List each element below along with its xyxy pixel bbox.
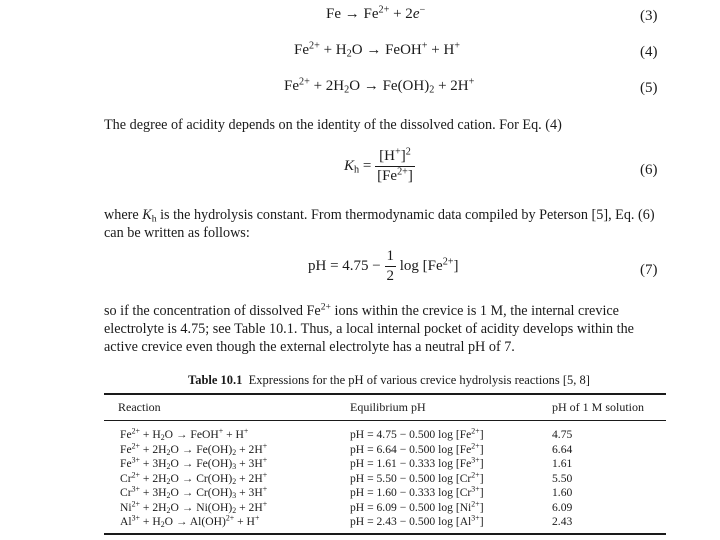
eq5-subscript: 2 (429, 84, 435, 96)
table-row-ph-value: 6.64 (552, 442, 573, 456)
equation-7-number: (7) (640, 262, 658, 278)
ph-expression-part: 2+ (471, 441, 480, 451)
table-row-equilibrium-ph (350, 443, 484, 456)
table-row-ph-value: 1.60 (552, 486, 573, 499)
reaction-part: Cr (120, 471, 132, 485)
para3-charge: 2+ (320, 301, 331, 313)
table-row-reaction (120, 443, 267, 456)
reaction-part: 2 (232, 447, 237, 457)
reaction-part: Fe (120, 457, 132, 470)
reaction-part: 2+ (131, 426, 140, 436)
reaction-part: + 3H (139, 486, 167, 499)
reaction-part: + H (234, 515, 255, 528)
eq4-part: O → FeOH (351, 42, 422, 58)
para2-k-subscript: h (151, 213, 157, 225)
eq5-part: + 2H (434, 78, 469, 94)
table-row-reaction (120, 428, 248, 441)
ph-expression-part: ] (479, 428, 484, 441)
table-row-ph-value: 2.43 (552, 515, 573, 528)
eq4-charge: + (421, 40, 428, 52)
ph-expression-part: ] (479, 471, 484, 485)
eq7-denominator: 2 (386, 268, 395, 284)
reaction-part: + (262, 484, 268, 494)
eq5-part: + 2H (309, 78, 345, 94)
eq4-part: Fe (294, 42, 309, 58)
para3-text: so if the concentration of dissolved Fe (104, 303, 321, 319)
equation-5-number: (5) (640, 80, 658, 96)
eq4-charge: + (454, 40, 461, 52)
ph-expression-part: pH = 6.09 − 0.500 log [Ni (350, 500, 472, 514)
reaction-part: 2 (160, 432, 165, 442)
reaction-part: + (262, 470, 268, 480)
eq3-rhs: + 2 (389, 6, 413, 22)
reaction-part: + 2H (139, 471, 167, 485)
reaction-part: + 2H (139, 500, 167, 514)
para3-text: ions within the crevice is 1 M, the internal crevice electrolyte is 4.75; see Table 10.1. Thus, a local internal pocket of acidity develops within the active crevice even though the external electrolyte has a neutral pH of 7. (104, 303, 634, 355)
eq7-bracket: ] (453, 257, 459, 274)
reaction-part: + (262, 441, 268, 451)
eq4-charge: 2+ (309, 40, 320, 52)
eq6-num-square: 2 (405, 146, 411, 158)
ph-expression-part: ] (479, 486, 484, 499)
reaction-part: Cr (120, 486, 132, 499)
reaction-part: 3+ (131, 455, 140, 465)
eq6-fraction (375, 148, 415, 185)
reaction-part: O → Ni(OH) (170, 500, 233, 514)
reaction-part: + (262, 455, 268, 465)
equation-4 (294, 42, 460, 59)
reaction-part: + (218, 426, 224, 436)
reaction-part: + 3H (236, 486, 263, 499)
eq5-subscript: 2 (344, 84, 350, 96)
eq7-text: log [Fe (396, 257, 443, 274)
para2-k: K (142, 207, 152, 223)
reaction-part: Al (120, 515, 132, 528)
table-header-ph-1m: pH of 1 M solution (552, 400, 645, 414)
table-caption (188, 373, 590, 388)
eq5-charge: 2+ (299, 76, 310, 88)
equation-5 (284, 78, 474, 95)
reaction-part: + 2H (236, 442, 263, 456)
reaction-part: 2 (160, 519, 165, 529)
eq6-num-bracket: ] (400, 148, 406, 164)
ph-expression-part: pH = 1.60 − 0.333 log [Cr (350, 486, 472, 499)
eq5-part: O → Fe(OH) (349, 78, 430, 94)
reaction-part: 3 (232, 461, 237, 471)
table-top-rule (104, 393, 666, 395)
eq6-equals: = (359, 157, 376, 174)
ph-expression-part: pH = 1.61 − 0.333 log [Fe (350, 457, 472, 470)
table-header-reaction: Reaction (118, 400, 161, 414)
ph-expression-part: 3+ (471, 484, 480, 494)
reaction-part: + 2H (139, 442, 167, 456)
reaction-part: 2 (166, 461, 171, 471)
reaction-part: + H (139, 515, 161, 528)
table-row-equilibrium-ph (350, 457, 484, 470)
reaction-part: O → Fe(OH) (170, 457, 233, 470)
reaction-part: 2+ (131, 499, 140, 509)
ph-expression-part: ] (479, 500, 484, 514)
equation-4-number: (4) (640, 44, 658, 60)
table-row-equilibrium-ph (350, 486, 484, 499)
reaction-part: + (254, 513, 260, 523)
paragraph-crevice-acidity (104, 302, 664, 356)
reaction-part: O → Cr(OH) (170, 486, 233, 499)
ph-expression-part: ] (479, 442, 484, 456)
eq3-lhs-charge: 2+ (378, 4, 390, 16)
ph-expression-part: pH = 6.64 − 0.500 log [Fe (350, 442, 472, 456)
reaction-part: 2+ (131, 441, 140, 451)
reaction-part: 2 (232, 476, 237, 486)
eq6-den-charge: 2+ (397, 166, 408, 178)
eq5-charge: + (468, 76, 475, 88)
reaction-part: + (262, 499, 268, 509)
eq6-k: K (344, 157, 355, 174)
table-row-equilibrium-ph (350, 501, 484, 514)
reaction-part: + 2H (236, 471, 263, 485)
reaction-part: O → FeOH (164, 428, 219, 441)
reaction-part: O → Cr(OH) (170, 471, 233, 485)
eq4-part: + H (319, 42, 347, 58)
reaction-part: Fe (120, 428, 132, 441)
reaction-part: + 2H (236, 500, 263, 514)
reaction-part: + H (223, 428, 244, 441)
reaction-part: Fe (120, 442, 132, 456)
reaction-part: 3+ (131, 513, 140, 523)
reaction-part: 3 (232, 490, 237, 500)
eq5-part: Fe (284, 78, 299, 94)
ph-expression-part: 3+ (471, 455, 480, 465)
reaction-part: + (243, 426, 249, 436)
eq3-lhs: Fe → Fe (326, 6, 379, 22)
ph-expression-part: 2+ (471, 499, 480, 509)
equation-3-number: (3) (640, 8, 658, 24)
table-row-reaction (120, 501, 267, 514)
reaction-part: 3+ (131, 484, 140, 494)
reaction-part: O → Al(OH) (164, 515, 226, 528)
eq4-subscript: 2 (346, 48, 352, 60)
table-row-reaction (120, 457, 267, 470)
eq6-den-bracket: ] (407, 168, 413, 184)
ph-expression-part: ] (479, 457, 484, 470)
reaction-part: 2+ (225, 513, 235, 523)
eq6-k-subscript: h (354, 164, 360, 176)
reaction-part: 2+ (131, 470, 140, 480)
eq7-charge: 2+ (442, 256, 454, 268)
ph-expression-part: 2+ (471, 426, 480, 436)
table-row-equilibrium-ph (350, 428, 484, 441)
eq6-num-text: [H (379, 148, 395, 164)
table-row-equilibrium-ph (350, 472, 484, 485)
eq4-part: + H (427, 42, 455, 58)
eq7-text: pH = 4.75 − (308, 257, 385, 274)
table-bottom-rule (104, 533, 666, 535)
table-row-reaction (120, 472, 267, 485)
table-caption-label: Table 10.1 (188, 373, 243, 387)
reaction-part: O → Fe(OH) (170, 442, 233, 456)
equation-7 (308, 248, 459, 285)
reaction-part: 2 (166, 476, 171, 486)
ph-expression-part: pH = 5.50 − 0.500 log [Cr (350, 471, 472, 485)
table-row-reaction (120, 515, 259, 528)
eq6-denominator (375, 167, 415, 185)
equation-6 (344, 148, 415, 185)
eq6-num-charge: + (394, 146, 401, 158)
table-row-ph-value: 6.09 (552, 500, 573, 514)
para2-text: is the hydrolysis constant. From thermodynamic data compiled by Peterson [5], Eq. (6) can be written as follows: (104, 207, 655, 241)
table-row-reaction (120, 486, 267, 499)
eq7-numerator: 1 (385, 248, 397, 267)
reaction-part: 2 (166, 505, 171, 515)
reaction-part: 2 (232, 505, 237, 515)
eq6-numerator (375, 148, 415, 167)
reaction-part: 2 (166, 447, 171, 457)
para2-text: where (104, 207, 143, 223)
reaction-part: Ni (120, 500, 132, 514)
equation-6-number: (6) (640, 162, 658, 178)
ph-expression-part: pH = 4.75 − 0.500 log [Fe (350, 428, 472, 441)
table-row-ph-value: 1.61 (552, 457, 573, 470)
eq6-den-text: [Fe (377, 168, 398, 184)
ph-expression-part: pH = 2.43 − 0.500 log [Al (350, 515, 472, 528)
reaction-part: + 3H (236, 457, 263, 470)
eq3-electron-charge: − (419, 4, 426, 16)
paragraph-hydrolysis-constant (104, 206, 664, 242)
reaction-part: + H (139, 428, 161, 441)
table-caption-text: Expressions for the pH of various crevice hydrolysis reactions [5, 8] (248, 373, 590, 387)
table-header-rule (104, 420, 666, 421)
ph-expression-part: 3+ (471, 513, 480, 523)
eq3-electron: e (412, 6, 420, 22)
table-row-equilibrium-ph (350, 515, 484, 528)
ph-expression-part: 2+ (471, 470, 480, 480)
table-header-equilibrium-ph: Equilibrium pH (350, 400, 426, 414)
eq7-fraction (385, 248, 397, 285)
reaction-part: 2 (166, 490, 171, 500)
paragraph-acidity: The degree of acidity depends on the identity of the dissolved cation. For Eq. (4) (104, 117, 562, 133)
reaction-part: + 3H (139, 457, 167, 470)
equation-3 (326, 6, 425, 23)
table-row-ph-value: 4.75 (552, 428, 573, 441)
table-row-ph-value: 5.50 (552, 471, 573, 485)
ph-expression-part: ] (479, 515, 484, 528)
